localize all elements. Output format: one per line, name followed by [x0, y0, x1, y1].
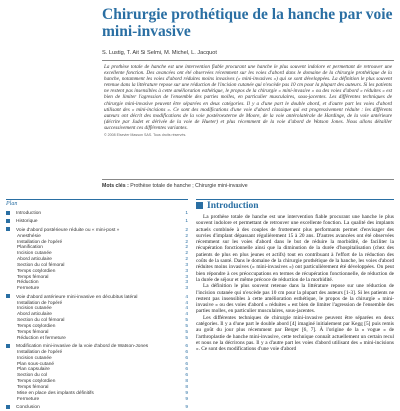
introduction-title: Introduction [207, 200, 259, 211]
plan-item-label: Section du col fémoral [17, 262, 65, 268]
article-authors: S. Lustig, T. Ait Si Selmi, M. Michel, L. Jacquot [102, 50, 217, 56]
plan-item-page: 5 [185, 329, 188, 335]
keywords-label: Mots clés : [102, 183, 129, 189]
plan-item-page: 1 [185, 219, 188, 225]
plan-item-page: 2 [185, 239, 188, 245]
plan-item-label: Temps cotyloïdien [17, 379, 56, 385]
plan-item-page: 2 [185, 257, 188, 263]
plan-item-label: Incision cutanée [17, 306, 52, 312]
plan-item[interactable] [6, 286, 188, 292]
plan-item-label: Plan capsulaire [17, 367, 50, 373]
introduction-paragraph: Les différentes techniques de chirurgie mini-invasive peuvent être séparées en deux catégories. Il y a d'une part le double abord [4] imaginé initialement par Kegg [5] puis remis au goût du jour plus récemment par Berger [6, 7]. À l'origine de la « vogue » de l'arthroplastie de hanche mini-invasive, cette technique connaît actuellement un certain recul et nous ne la décrirons pas. Il y a d'autre part les voies d'abord utilisant des « mini-incisions ». Ce sont des modifications d'une voie d'abord [196, 314, 394, 353]
plan-item-page: 6 [185, 344, 188, 350]
plan-item-label: Fermeture [17, 396, 40, 402]
plan-item-page: 6 [185, 361, 188, 367]
square-bullet-icon [6, 211, 10, 215]
plan-item[interactable] [6, 336, 188, 342]
plan-item-page: 3 [185, 262, 188, 268]
plan-item-page: 3 [185, 274, 188, 280]
plan-item-label: Plan sous-cutané [17, 361, 55, 367]
plan-item-label: Temps fémoral [17, 274, 49, 280]
plan-item-label: Incision cutanée [17, 251, 52, 257]
plan-item-page: 3 [185, 280, 188, 286]
abstract-box [102, 60, 394, 180]
plan-item-label: Fermeture [17, 286, 40, 292]
copyright-notice: © 2008 Elsevier Masson SAS. Tous droits réservés. [104, 133, 187, 138]
plan-item[interactable] [6, 397, 188, 403]
plan-item-page: 6 [185, 373, 188, 379]
keywords-text: Prothèse totale de hanche ; Chirurgie mini-invasive [130, 183, 248, 189]
plan-item-label: Voie d'abord antérieure mini-invasive en décubitus latéral [16, 294, 138, 300]
plan-item-label: Abord articulaire [17, 257, 52, 263]
plan-item[interactable] [6, 227, 188, 234]
plan-item-page: 5 [185, 318, 188, 324]
plan-item-label: Planification [17, 245, 43, 251]
plan-item-page: 3 [185, 268, 188, 274]
plan-item-label: Réduction [17, 280, 39, 286]
introduction-header [196, 199, 394, 211]
plan-item-label: Voie d'abord postérieure réduite ou « mini-post » [16, 227, 120, 233]
plan-item-page: 5 [185, 323, 188, 329]
plan-item-label: Abord articulaire [17, 312, 52, 318]
plan-item-label: Modification mini-invasive de la voie d'abord de Watson-Jones [16, 344, 149, 350]
plan-item-page: 2 [185, 245, 188, 251]
plan-item[interactable] [6, 218, 188, 225]
plan-item-label: Section du col fémoral [17, 318, 65, 324]
plan-item-page: 2 [185, 233, 188, 239]
plan-item-page: 9 [185, 405, 188, 411]
plan-item-page: 1 [185, 211, 188, 216]
plan-item-label: Section du col [17, 373, 48, 379]
plan-item-label: Anesthésie [17, 233, 41, 239]
plan-item[interactable] [6, 343, 188, 350]
plan-item-page: 6 [185, 367, 188, 373]
plan-item-page: 2 [185, 227, 188, 233]
keywords-line [102, 183, 394, 189]
plan-item-label: Historique [16, 219, 38, 225]
square-bullet-icon [6, 294, 10, 298]
plan-item-page: 5 [185, 335, 188, 341]
plan-item-label: Incision cutanée [17, 355, 52, 361]
plan-item-label: Réduction et fermeture [17, 335, 66, 341]
plan-item[interactable] [6, 294, 188, 301]
plan-title: Plan [6, 201, 18, 207]
plan-item-label: Conclusion [16, 405, 40, 411]
plan-item-page: 6 [185, 349, 188, 355]
article-title: Chirurgie prothétique de la hanche par voie mini-invasive [102, 6, 393, 40]
plan-item-label: Installation de l'opéré [17, 239, 63, 245]
plan-item-label: Temps fémoral [17, 329, 49, 335]
plan-item-page: 4 [185, 300, 188, 306]
plan-item-page: 9 [185, 396, 188, 402]
plan-item-label: Installation de l'opéré [17, 300, 63, 306]
plan-item[interactable] [6, 404, 188, 411]
square-bullet-icon [6, 219, 10, 223]
square-bullet-icon [6, 227, 10, 231]
plan-list [6, 210, 188, 411]
plan-item-page: 4 [185, 294, 188, 300]
plan-item-page: 8 [185, 385, 188, 390]
plan-item-label: Introduction [16, 211, 42, 216]
plan-item-page: 4 [185, 306, 188, 312]
plan-item-label: Temps cotyloïdien [17, 323, 56, 329]
plan-item-page: 2 [185, 251, 188, 257]
plan-item[interactable] [6, 210, 188, 217]
abstract-text: La prothèse totale de hanche est une intervention fiable procurant une hanche le plus souvent indolore et permettant de retrouver une excellente fonction. Des avancées ont été observées récemment sur les voies d'abord dans le domaine de la chirurgie prothétique de la hanche, notamment les voies d'abord réduites moins invasives (« mini-invasives ») qui se sont développées. La définition le plus souvent retenue dans la littérature repose sur une réduction de l'incision cutanée qui n'excède pas 10 cm pour la plupart des auteurs. Si les patients ne restent pas insensibles à cette amélioration esthétique, le propos de la chirurgie « mini-invasive » ou des voies d'abord « réduites » est bien de limiter l'agression de l'ensemble des parties molles, en particulier musculaires, sous-jacentes. Les différentes techniques de chirurgie mini-invasive peuvent être séparées en deux catégories. Il y a d'une part le double abord, et d'autre part les voies d'abord utilisant des « mini-incisions ». Ce sont des modifications d'une voie d'abord classique qui est progressivement réduite : les différents auteurs ont décrit des modifications de la voie postéroexterne de Moore, de la voie antérolatérale de Hardinge, de la voie antérieure (décrite par Judet et dérivée de la voie de Hueter) et plus récemment de la voie d'abord de Watson Jones. Nous allons détailler successivement ces différentes variantes. [104, 64, 392, 131]
plan-header [6, 199, 188, 208]
introduction-body [196, 214, 394, 398]
introduction-paragraph: La prothèse totale de hanche est une intervention fiable procurant une hanche le plus souvent indolore et permettant de retrouver une excellente fonction. La qualité des implants actuels combinée à des couples de frottement plus performants permet d'envisager des survies d'implant dépassant régulièrement 15 à 20 ans. D'autres avancées ont été observées récemment sur les voies d'abord dans le but de réduire la morbidité, de faciliter la récupération fonctionnelle ainsi que la diminution de la durée d'hospitalisation (chez des patients de plus en plus jeunes et actifs) tout en contribuant à l'effort de la réduction des coûts de la santé. Dans le domaine de la chirurgie prothétique de la hanche, les voies d'abord réduites moins invasives (« mini-invasives ») ont particulièrement été développées. On peut bien répondre à ces préoccupations en termes de récupération fonctionnelle, de réduction de la durée de séjour et même précoce de réduction de la morbidité. [196, 214, 394, 283]
square-bullet-icon [6, 405, 10, 409]
square-bullet-icon [6, 344, 10, 348]
introduction-paragraph: La définition le plus souvent retenue dans la littérature repose sur une réduction de l'incision cutanée qui n'excède pas 10 cm pour la plupart des auteurs [1-3]. Si les patients ne restent pas insensibles à cette amélioration esthétique, le propos de la chirurgie « mini-invasive » ou des voies d'abord « réduites » est bien de limiter l'agression de l'ensemble des parties molles, en particulier musculaires, sous-jacentes. [196, 283, 394, 315]
plan-item-label: Temps fémoral [17, 385, 49, 390]
plan-item-page: 6 [185, 355, 188, 361]
plan-item-page: 9 [185, 390, 188, 396]
plan-item-label: Mise en place des implants définitifs [17, 390, 94, 396]
plan-item-label: Installation de l'opéré [17, 349, 63, 355]
plan-item-label: Temps cotyloïdien [17, 268, 56, 274]
plan-item-page: 8 [185, 379, 188, 385]
plan-item-page: 4 [185, 312, 188, 318]
section-marker-icon [196, 202, 203, 209]
plan-item-page: 3 [185, 286, 188, 292]
